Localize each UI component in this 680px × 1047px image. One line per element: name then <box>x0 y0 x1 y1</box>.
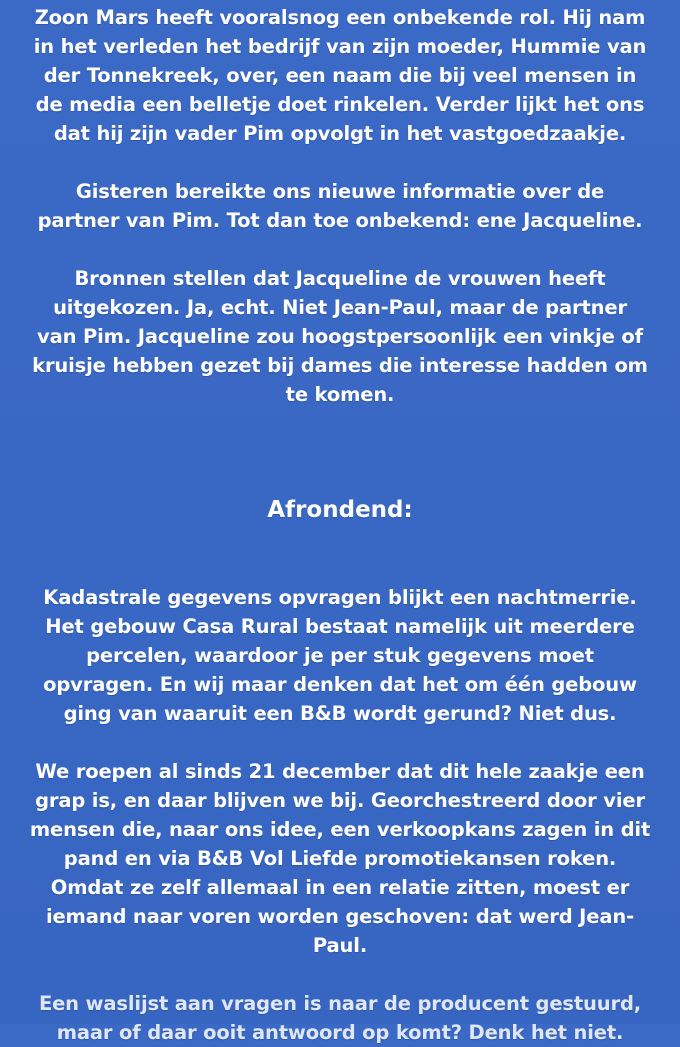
text-line: opvragen. En wij maar denken dat het om één gebouw <box>43 673 637 696</box>
text-line: mensen die, naar ons idee, een verkoopkans zagen in dit <box>29 818 651 841</box>
text-line: Zoon Mars heeft vooralsnog een onbekende rol. Hij nam <box>34 6 646 29</box>
text-line: in het verleden het bedrijf van zijn moeder, Hummie van <box>33 35 647 58</box>
text-line: dat hij zijn vader Pim opvolgt in het vastgoedzaakje. <box>53 122 627 145</box>
paragraph-bronnen <box>0 264 680 409</box>
text-line: der Tonnekreek, over, een naam die bij veel mensen in <box>43 64 637 87</box>
text-line: Kadastrale gegevens opvragen blijkt een nachtmerrie. <box>43 586 637 609</box>
paragraph-grap <box>0 757 680 960</box>
paragraph-waslijst <box>0 989 680 1047</box>
text-line: maar of daar ooit antwoord op komt? Denk het niet. <box>56 1021 624 1044</box>
section-spacer <box>0 525 680 583</box>
text-line: Het gebouw Casa Rural bestaat namelijk uit meerdere <box>45 615 635 638</box>
text-line: uitgekozen. Ja, echt. Niet Jean-Paul, maar de partner <box>53 296 627 319</box>
text-line: pand en via B&B Vol Liefde promotiekansen roken. <box>63 847 617 870</box>
text-line: We roepen al sinds 21 december dat dit hele zaakje een <box>35 760 645 783</box>
text-line: Omdat ze zelf allemaal in een relatie zitten, moest er <box>50 876 630 899</box>
text-line: ging van waaruit een B&B wordt gerund? Niet dus. <box>63 702 617 725</box>
paragraph-spacer <box>0 728 680 757</box>
paragraph-spacer <box>0 235 680 264</box>
text-line: partner van Pim. Tot dan toe onbekend: ene Jacqueline. <box>37 209 643 232</box>
section-spacer <box>0 467 680 496</box>
paragraph-partner-pim <box>0 177 680 235</box>
text-line: Paul. <box>312 934 368 957</box>
text-line: Gisteren bereikte ons nieuwe informatie over de <box>75 180 605 203</box>
text-line: Een waslijst aan vragen is naar de producent gestuurd, <box>38 992 642 1015</box>
text-line: te komen. <box>285 383 395 406</box>
text-line: iemand naar voren worden geschoven: dat werd Jean- <box>45 905 635 928</box>
text-line: Bronnen stellen dat Jacqueline de vrouwen heeft <box>74 267 606 290</box>
paragraph-spacer <box>0 148 680 177</box>
paragraph-kadastrale <box>0 583 680 728</box>
section-spacer <box>0 409 680 467</box>
paragraph-zoon-mars <box>0 3 680 148</box>
text-line: percelen, waardoor je per stuk gegevens moet <box>86 644 594 667</box>
text-line: grap is, en daar blijven we bij. Georchestreerd door vier <box>35 789 645 812</box>
text-line: de media een belletje doet rinkelen. Verder lijkt het ons <box>35 93 645 116</box>
text-line: kruisje hebben gezet bij dames die interesse hadden om <box>32 354 648 377</box>
section-heading: Afrondend: <box>267 497 413 523</box>
paragraph-spacer <box>0 960 680 989</box>
text-line: van Pim. Jacqueline zou hoogstpersoonlijk een vinkje of <box>37 325 643 348</box>
